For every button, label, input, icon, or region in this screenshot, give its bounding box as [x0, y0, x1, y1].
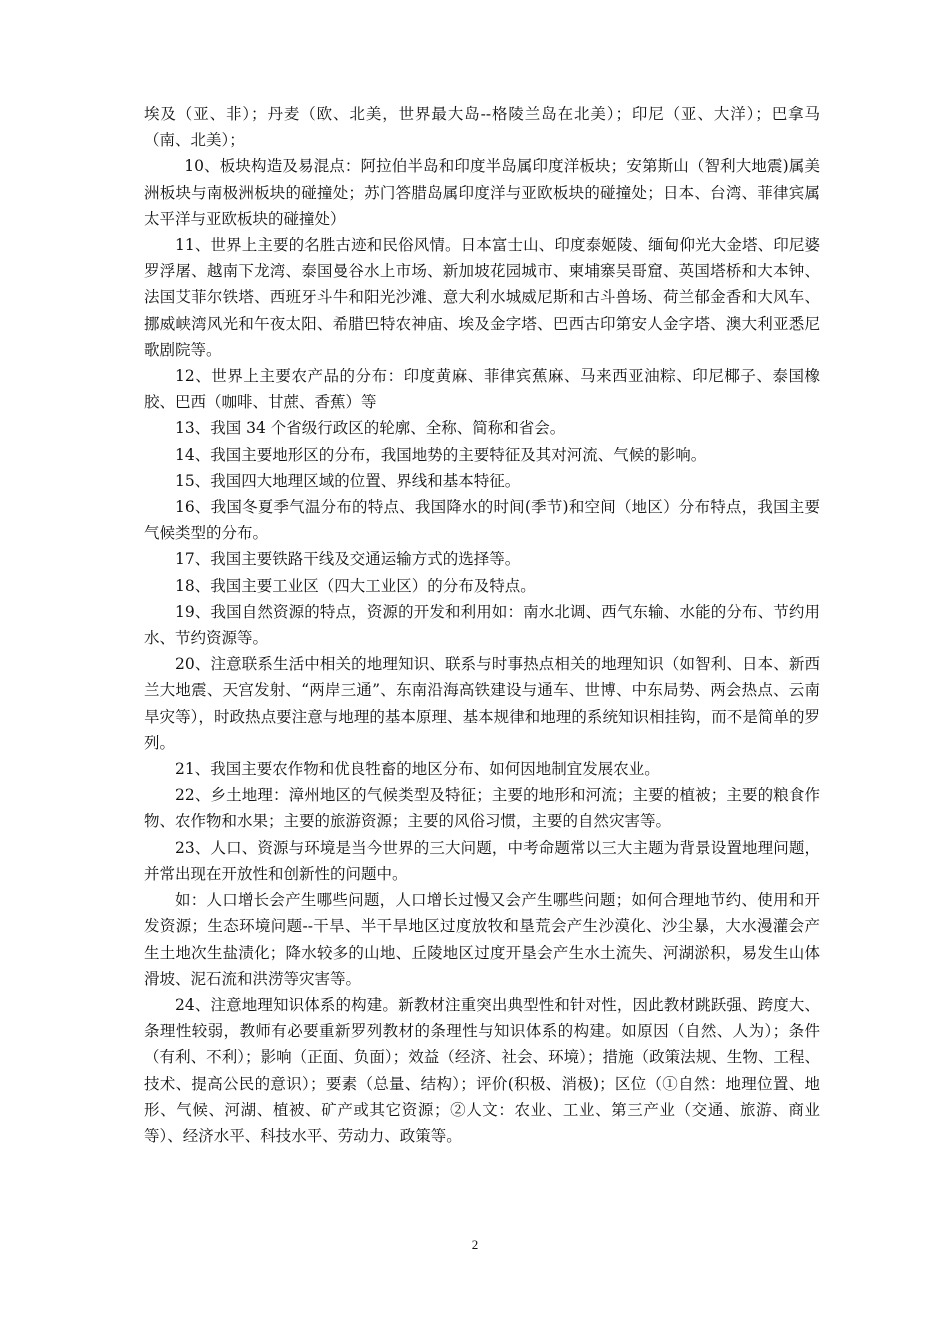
paragraph-continuation: 埃及（亚、非）；丹麦（欧、北美，世界最大岛--格陵兰岛在北美）；印尼（亚、大洋）；巴拿马（南、北美）； [144, 105, 820, 150]
document-body [144, 101, 820, 1149]
paragraph-13: 13、我国 34 个省级行政区的轮廓、全称、简称和省会。 [175, 419, 566, 438]
paragraph-14: 14、我国主要地形区的分布，我国地势的主要特征及其对河流、气候的影响。 [175, 445, 707, 464]
paragraph-20: 20、注意联系生活中相关的地理知识、联系与时事热点相关的地理知识（如智利、日本、新西兰大地震、天宫发射、“两岸三通”、东南沿海高铁建设与通车、世博、中东局势、两会热点、云南旱灾等），时政热点要注意与地理的基本原理、基本规律和地理的系统知识相挂钩，而不是简单的罗列。 [144, 655, 820, 752]
paragraph-16: 16、我国冬夏季气温分布的特点、我国降水的时间(季节)和空间（地区）分布特点，我国主要气候类型的分布。 [144, 498, 820, 543]
paragraph-24: 24、注意地理知识体系的构建。新教材注重突出典型性和针对性，因此教材跳跃强、跨度大、条理性较弱，教师有必要重新罗列教材的条理性与知识体系的构建。如原因（自然、人为）；条件（有利、不利）；影响（正面、负面）；效益（经济、社会、环境）；措施（政策法规、生物、工程、技术、提高公民的意识）；要素（总量、结构）；评价(积极、消极)；区位（①自然：地理位置、地形、气候、河湖、植被、矿产或其它资源；②人文：农业、工业、第三产业（交通、旅游、商业等）、经济水平、科技水平、劳动力、政策等。 [144, 995, 820, 1145]
paragraph-18: 18、我国主要工业区（四大工业区）的分布及特点。 [175, 576, 536, 595]
paragraph-19: 19、我国自然资源的特点，资源的开发和利用如：南水北调、西气东输、水能的分布、节约用水、节约资源等。 [144, 602, 820, 648]
paragraph-17: 17、我国主要铁路干线及交通运输方式的选择等。 [175, 550, 521, 569]
paragraph-23-example: 如：人口增长会产生哪些问题，人口增长过慢又会产生哪些问题；如何合理地节约、使用和开发资源；生态环境问题--干旱、半干旱地区过度放牧和垦荒会产生沙漠化、沙尘暴，大水漫灌会产生土地次生盐渍化；降水较多的山地、丘陵地区过度开垦会产生水土流失、河湖淤积，易发生山体滑坡、泥石流和洪涝等灾害等。 [144, 891, 820, 988]
paragraph-21: 21、我国主要农作物和优良牲畜的地区分布、如何因地制宜发展农业。 [175, 760, 660, 779]
paragraph-22: 22、乡土地理：漳州地区的气候类型及特征；主要的地形和河流；主要的植被；主要的粮食作物、农作物和水果；主要的旅游资源；主要的风俗习惯，主要的自然灾害等。 [144, 786, 820, 831]
paragraph-11: 11、世界上主要的名胜古迹和民俗风情。日本富士山、印度泰姬陵、缅甸仰光大金塔、印尼婆罗浮屠、越南下龙湾、泰国曼谷水上市场、新加坡花园城市、柬埔寨吴哥窟、英国塔桥和大本钟、法国艾菲尔铁塔、西班牙斗牛和阳光沙滩、意大利水城威尼斯和古斗兽场、荷兰郁金香和大风车、挪威峡湾风光和午夜太阳、希腊巴特农神庙、埃及金字塔、巴西古印第安人金字塔、澳大利亚悉尼歌剧院等。 [144, 236, 820, 359]
paragraph-10: 10、板块构造及易混点：阿拉伯半岛和印度半岛属印度洋板块；安第斯山（智利大地震)属美洲板块与南极洲板块的碰撞处；苏门答腊岛属印度洋与亚欧板块的碰撞处；日本、台湾、菲律宾属太平洋与亚欧板块的碰撞处） [144, 157, 820, 228]
paragraph-15: 15、我国四大地理区域的位置、界线和基本特征。 [175, 471, 521, 490]
paragraph-23: 23、人口、资源与环境是当今世界的三大问题，中考命题常以三大主题为背景设置地理问题，并常出现在开放性和创新性的问题中。 [144, 838, 820, 883]
paragraph-12: 12、世界上主要农产品的分布：印度黄麻、菲律宾蕉麻、马来西亚油粽、印尼椰子、泰国橡胶、巴西（咖啡、甘蔗、香蕉）等 [144, 367, 820, 412]
page-number: 2 [471, 1237, 479, 1252]
